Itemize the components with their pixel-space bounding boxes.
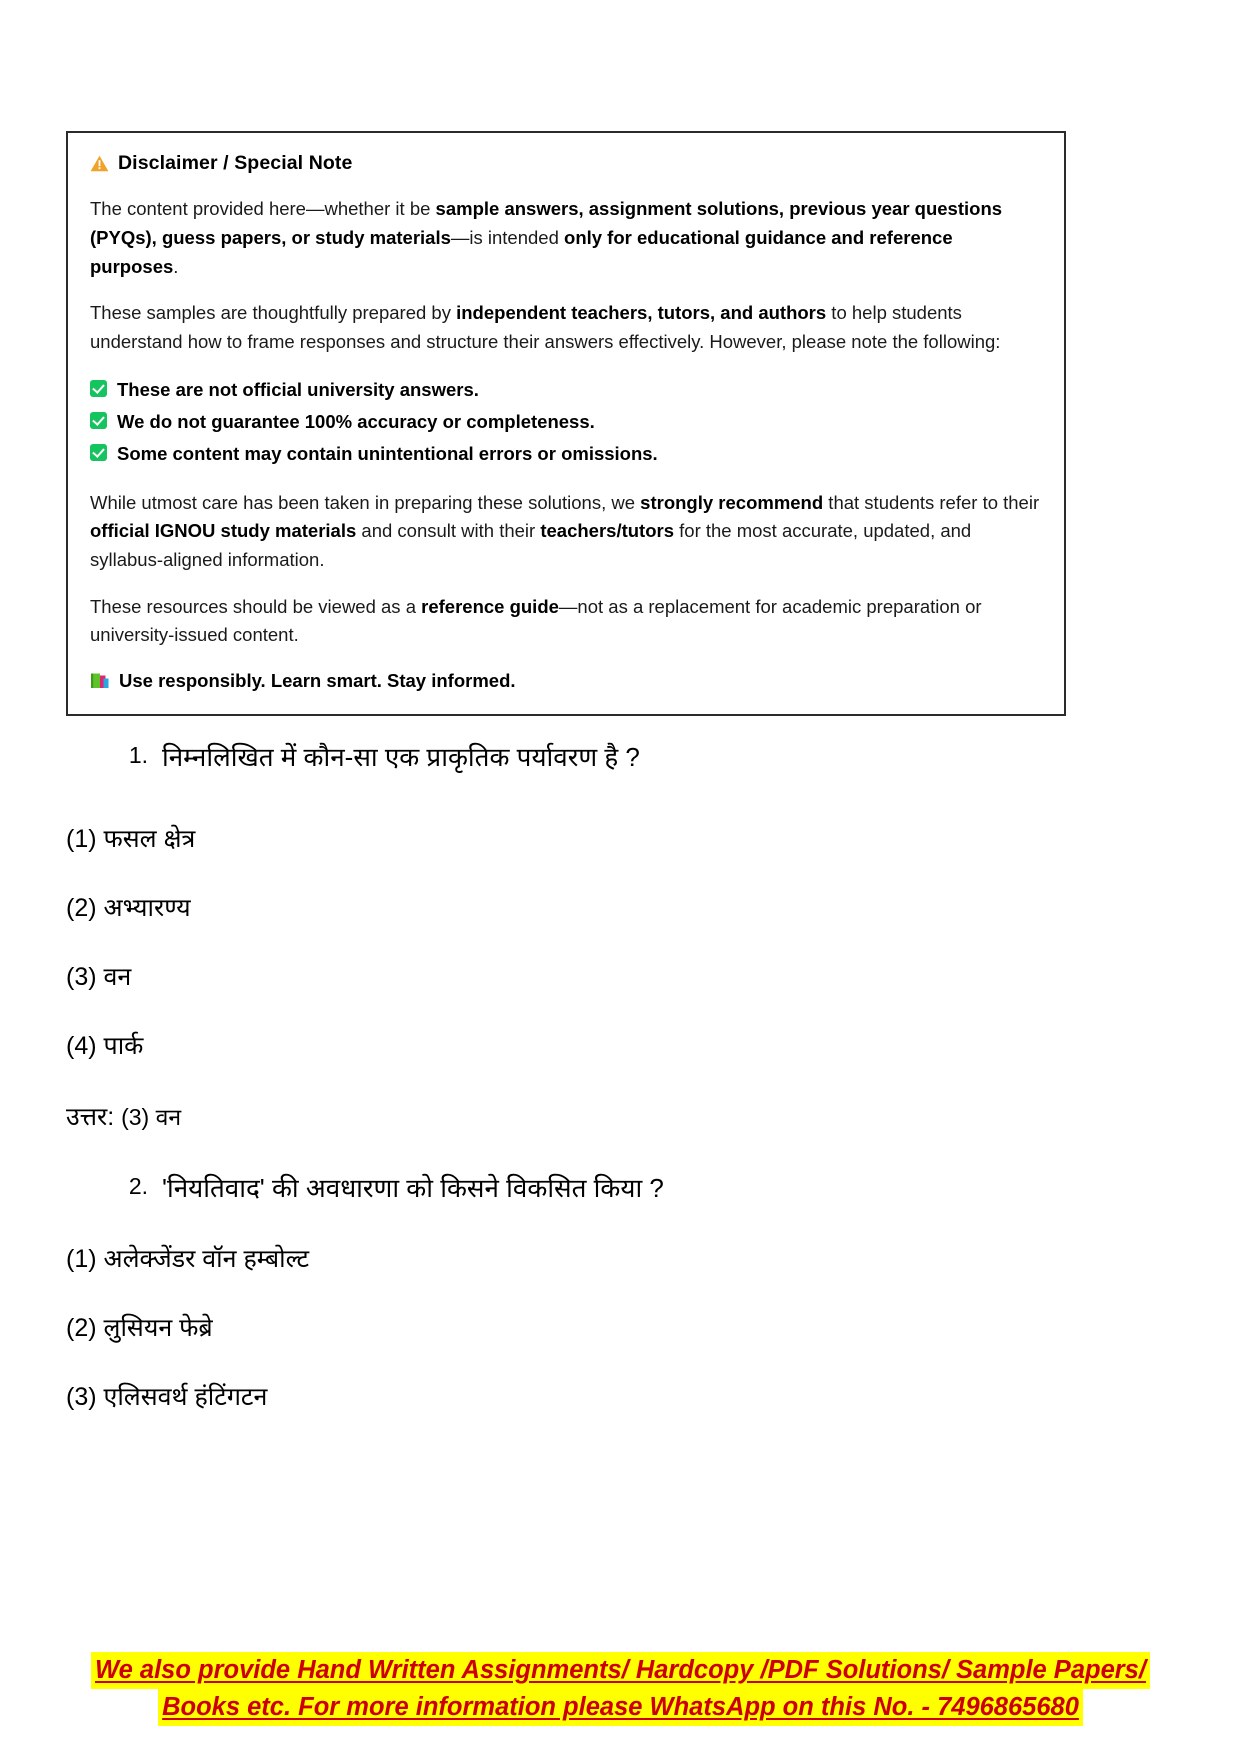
question-1-number: 1. — [128, 742, 148, 768]
checklist-item-text: We do not guarantee 100% accuracy or completeness. — [117, 410, 595, 432]
question-2-option-1: (1) अलेक्जेंडर वॉन हम्बोल्ट — [66, 1245, 310, 1273]
footer-line-1-wrap — [0, 1652, 1241, 1689]
final-note-text: Use responsibly. Learn smart. Stay informed. — [119, 670, 516, 691]
footer-line-1: We also provide Hand Written Assignments/ Hardcopy /PDF Solutions/ Sample Papers/ — [91, 1652, 1150, 1689]
p4-part2: —not as a replacement for academic preparation or university-issued content. — [90, 595, 982, 646]
question-1 — [0, 740, 1241, 775]
p4-part1: These resources should be viewed as a — [90, 595, 422, 617]
p2-bold1: independent teachers, tutors, and authors — [456, 302, 827, 324]
question-1-text: निम्नलिखित में कौन-सा एक प्राकृतिक पर्यावरण है ? — [162, 742, 640, 772]
p2-part2: to help students understand how to frame responses and structure their answers effectively. However, please note the following: — [90, 302, 1001, 353]
question-2-option-3: (3) एलिसवर्थ हंटिंगटन — [66, 1383, 268, 1411]
question-2-number: 2. — [128, 1173, 148, 1199]
disclaimer-paragraph-1 — [90, 195, 1042, 281]
p3-bold2: official IGNOU study materials — [90, 520, 357, 542]
p1-part3: . — [173, 255, 179, 277]
checklist-item-text: These are not official university answers. — [117, 378, 479, 400]
question-2-text: 'नियतिवाद' की अवधारणा को किसने विकसित किया ? — [162, 1173, 664, 1203]
p3-part2: that students refer to their — [823, 491, 1040, 513]
checklist-item — [90, 407, 1042, 437]
p3-bold3: teachers/tutors — [540, 520, 674, 542]
question-2-option-2: (2) लुसियन फेब्रे — [66, 1314, 213, 1342]
p1-part2: —is intended — [450, 227, 565, 249]
p1-bold1: sample answers, assignment solutions, previous year questions (PYQs), guess papers, or study materials — [90, 198, 1003, 249]
footer-promo-banner — [0, 1652, 1241, 1726]
answer-value: (3) वन — [121, 1104, 182, 1130]
p2-part1: These samples are thoughtfully prepared by — [90, 302, 457, 324]
disclaimer-paragraph-4 — [90, 593, 1042, 650]
checklist-item-text: Some content may contain unintentional errors or omissions. — [117, 442, 658, 464]
p3-bold1: strongly recommend — [640, 491, 824, 513]
question-1-answer — [0, 1101, 181, 1134]
disclaimer-title-text: Disclaimer / Special Note — [118, 152, 353, 174]
disclaimer-paragraph-2 — [90, 299, 1042, 356]
question-1-option-3: (3) वन — [66, 963, 132, 991]
p3-part4: for the most accurate, updated, and syllabus-aligned information. — [90, 520, 972, 570]
p4-bold1: reference guide — [421, 595, 559, 617]
question-2 — [0, 1171, 1241, 1206]
disclaimer-final-note — [90, 668, 1042, 694]
checklist-item — [90, 375, 1042, 405]
question-1-option-1: (1) फसल क्षेत्र — [66, 825, 196, 853]
p3-part1: While utmost care has been taken in preparing these solutions, we — [90, 491, 641, 513]
answer-label: उत्तर: — [66, 1103, 115, 1131]
books-icon — [90, 672, 110, 690]
footer-line-2-wrap — [0, 1689, 1241, 1726]
footer-line-2: Books etc. For more information please WhatsApp on this No. - 7496865680 — [158, 1689, 1083, 1726]
question-1-option-2: (2) अभ्यारण्य — [66, 894, 191, 922]
green-check-icon — [90, 380, 107, 397]
question-1-option-4: (4) पार्क — [66, 1032, 144, 1060]
disclaimer-heading — [90, 151, 1042, 175]
p3-part3: and consult with their — [356, 520, 541, 542]
p1-bold2: only for educational guidance and reference purposes — [90, 227, 953, 277]
p1-part1: The content provided here—whether it be — [90, 198, 436, 220]
disclaimer-checklist — [90, 375, 1042, 469]
disclaimer-box — [66, 131, 1066, 716]
disclaimer-paragraph-3 — [90, 489, 1042, 575]
green-check-icon — [90, 444, 107, 461]
green-check-icon — [90, 412, 107, 429]
warning-triangle-icon — [90, 155, 109, 172]
checklist-item — [90, 439, 1042, 469]
